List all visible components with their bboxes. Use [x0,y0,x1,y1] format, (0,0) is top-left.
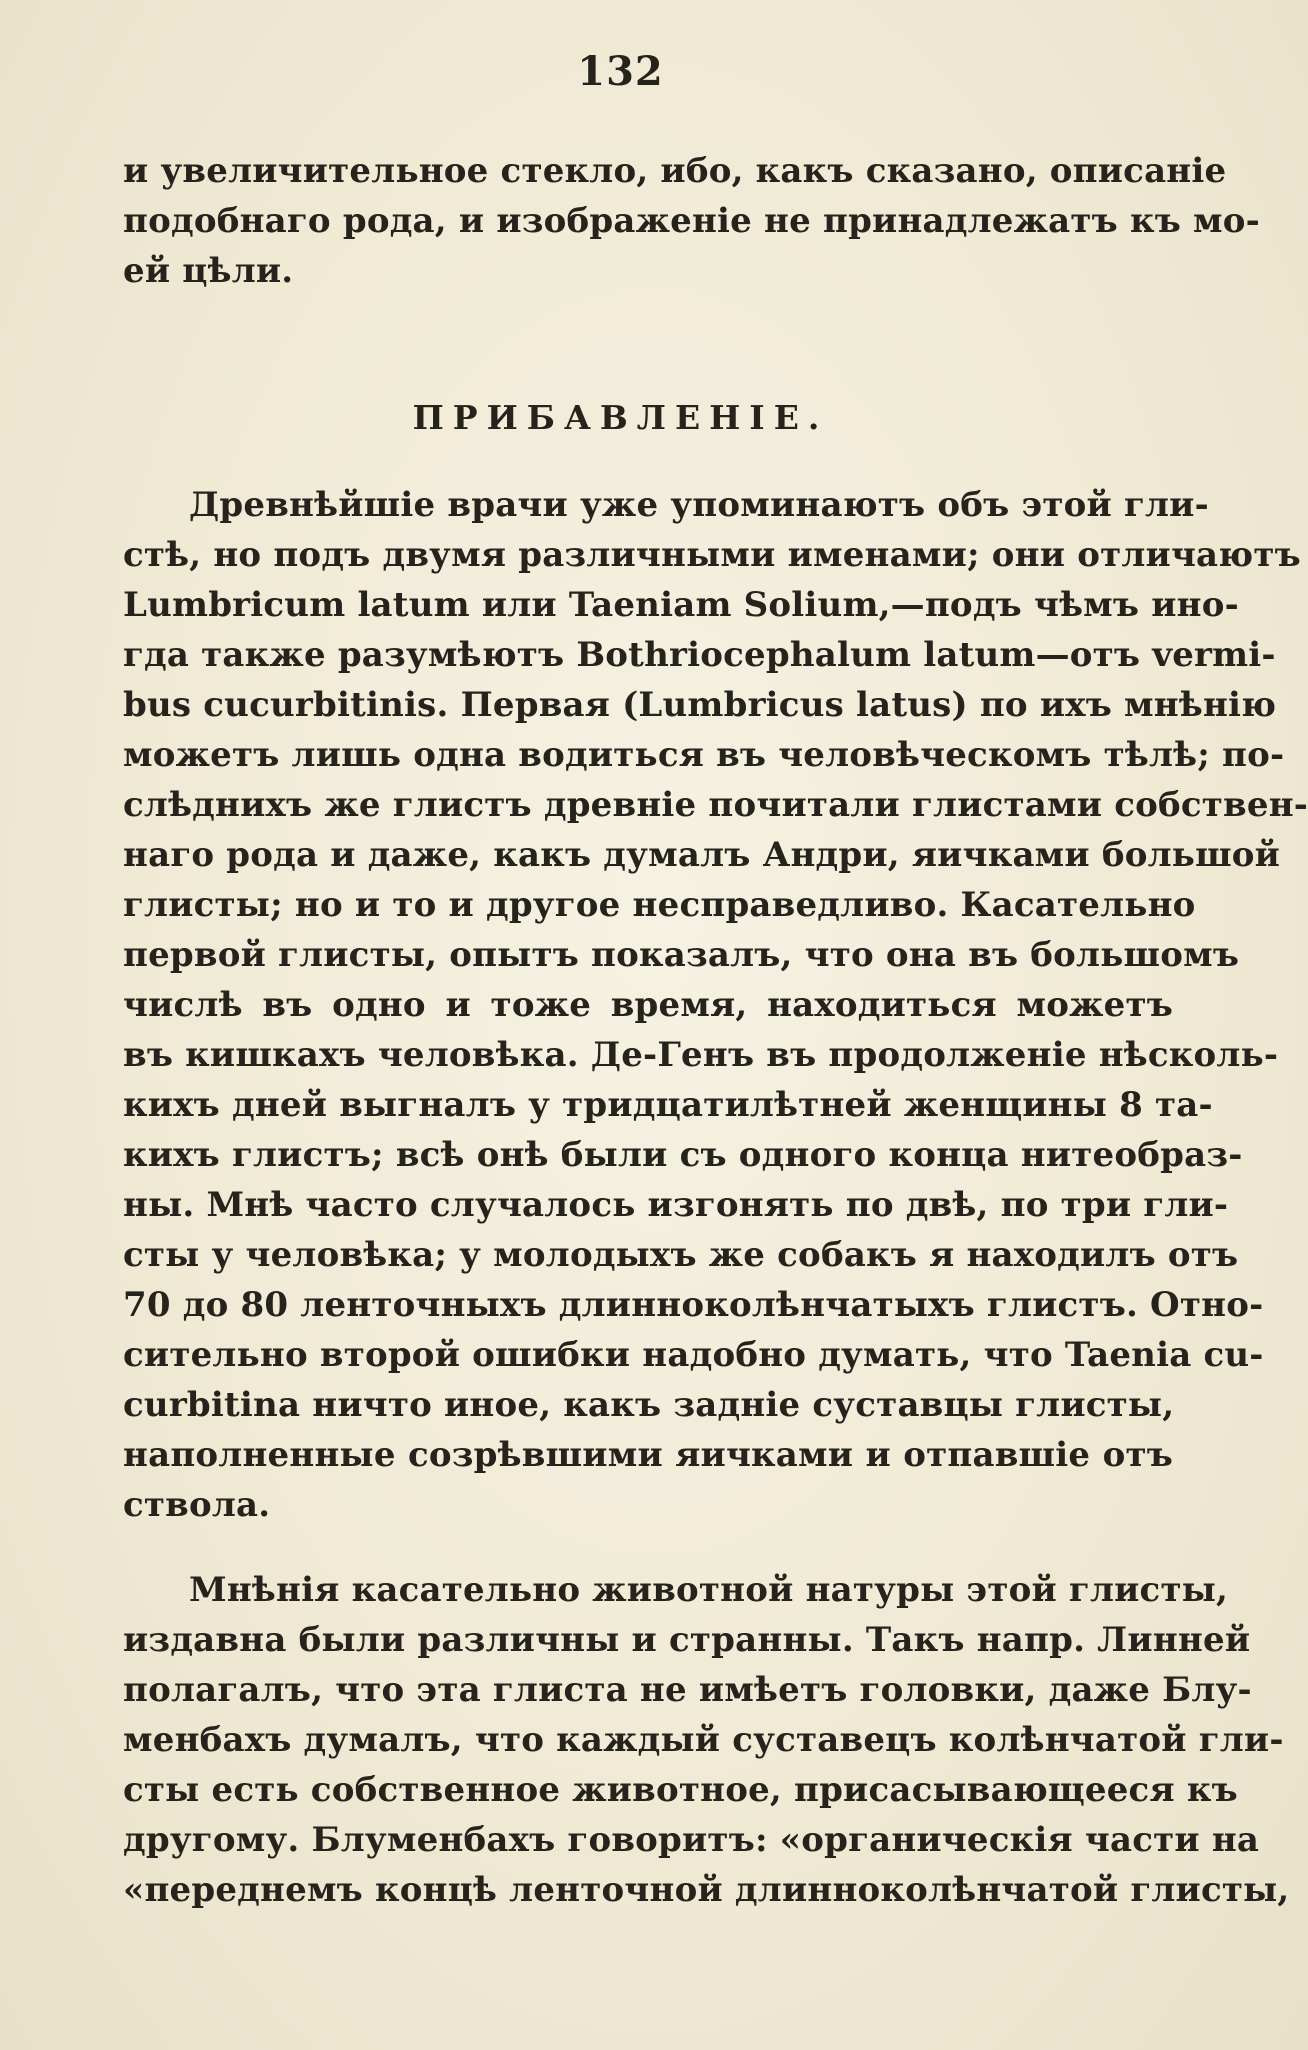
text-line: «переднемъ концѣ ленточной длинноколѣнчатой глисты, [123,1870,1290,1910]
paragraph-top [123,146,1260,296]
text-line: издавна были различны и странны. Такъ напр. Линней [123,1620,1251,1660]
text-line: Мнѣнія касательно животной натуры этой глисты, [189,1570,1229,1610]
text-line: и увеличительное стекло, ибо, какъ сказано, описаніе [123,151,1227,191]
text-line: ствола. [123,1485,271,1525]
text-line: глисты; но и то и другое несправедливо. Касательно [123,885,1196,925]
paragraph-bottom [123,1565,1290,1915]
text-line: можетъ лишь одна водиться въ человѣческомъ тѣлѣ; по- [123,735,1285,775]
text-line: слѣднихъ же глистъ древніе почитали глистами собствен- [123,785,1308,825]
text-line: менбахъ думалъ, что каждый суставецъ колѣнчатой гли- [123,1720,1284,1760]
text-line: сты у человѣка; у молодыхъ же собакъ я находилъ отъ [123,1235,1239,1275]
text-line: первой глисты, опытъ показалъ, что она въ большомъ [123,935,1240,975]
text-line: Lumbricum latum или Taeniam Solium,—подъ чѣмъ ино- [123,585,1239,625]
text-line: сты есть собственное животное, присасывающееся къ [123,1770,1238,1810]
paragraph-main [123,480,1308,1530]
text-line: стѣ, но подъ двумя различными именами; они отличаютъ [123,535,1301,575]
text-line: 70 до 80 ленточныхъ длинноколѣнчатыхъ глистъ. Отно- [123,1285,1264,1325]
text-line: кихъ дней выгналъ у тридцатилѣтней женщины 8 та- [123,1085,1213,1125]
text-line: ей цѣли. [123,251,294,291]
text-line: числѣ въ одно и тоже время, находиться можетъ [123,985,1173,1025]
text-line: bus cucurbitinis. Первая (Lumbricus latus) по ихъ мнѣнію [123,685,1277,725]
text-line: Древнѣйшіе врачи уже упоминаютъ объ этой гли- [189,485,1209,525]
text-line: полагалъ, что эта глиста не имѣетъ головки, даже Блу- [123,1670,1252,1710]
page-number: 132 [577,48,664,95]
text-line: ны. Мнѣ часто случалось изгонять по двѣ, по три гли- [123,1185,1229,1225]
text-line: другому. Блуменбахъ говоритъ: «органическія части на [123,1820,1260,1860]
text-line: подобнаго рода, и изображеніе не принадлежатъ къ мо- [123,201,1260,241]
text-line: гда также разумѣютъ Bothriocephalum latum—отъ vermi- [123,635,1276,675]
text-line: наполненные созрѣвшими яичками и отпавшіе отъ [123,1435,1173,1475]
section-heading: ПРИБАВЛЕНІЕ. [412,398,829,437]
text-line: въ кишкахъ человѣка. Де-Генъ въ продолженіе нѣсколь- [123,1035,1279,1075]
text-line: сительно второй ошибки надобно думать, что Taenia cu- [123,1335,1264,1375]
text-line: curbitina ничто иное, какъ задніе суставцы глисты, [123,1385,1175,1425]
text-line: кихъ глистъ; всѣ онѣ были съ одного конца нитеобраз- [123,1135,1243,1175]
text-line: наго рода и даже, какъ думалъ Андри, яичками большой [123,835,1281,875]
